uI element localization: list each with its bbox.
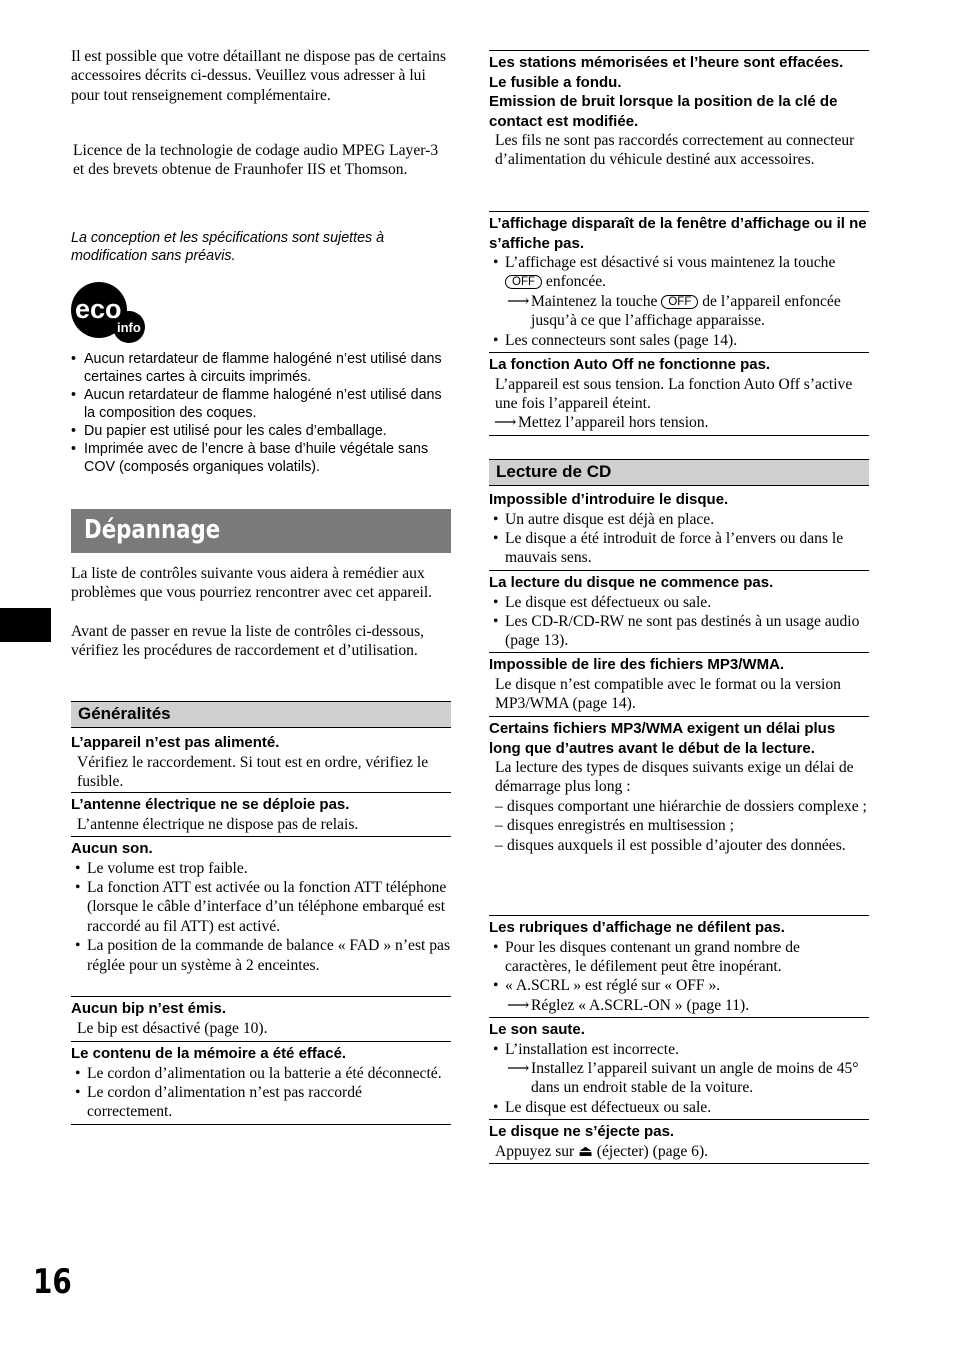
list-item: • Les CD-R/CD-RW ne sont pas destinés à un usage audio (page 13). (493, 612, 860, 650)
arrow-instruction: ⟶ Mettez l’appareil hors tension. (494, 414, 709, 432)
item-heading: Le son saute. (489, 1021, 585, 1038)
list-item: • Le cordon d’alimentation ou la batterie a été déconnecté. (75, 1064, 442, 1082)
list-item: • Le volume est trop faible. (75, 859, 248, 877)
item-heading: Certains fichiers MP3/WMA exigent un délai plus long que d’autres avant le début de la lecture. (489, 720, 836, 757)
item-memory-erased (71, 1041, 451, 1125)
bullet-list (71, 859, 451, 975)
list-item: • Le disque est défectueux ou sale. (493, 593, 712, 611)
item-heading: La lecture du disque ne commence pas. (489, 574, 774, 591)
section-header-cd: Lecture de CD (489, 459, 869, 486)
list-item: • « A.SCRL » est réglé sur « OFF ». (493, 977, 721, 995)
item-cannot-read-mp3 (489, 652, 869, 713)
item-text: Le disque n’est compatible avec le format ou la version MP3/WMA (page 14). (495, 675, 841, 712)
arrow-icon: ⟶ (494, 414, 517, 432)
off-button-label: OFF (661, 295, 698, 309)
item-text: La lecture des types de disques suivants exige un délai de démarrage plus long : (495, 759, 854, 796)
item-heading: Le disque ne s’éjecte pas. (489, 1123, 675, 1140)
arrow-instruction: ⟶ Réglez « A.SCRL-ON » (page 11). (507, 996, 750, 1014)
item-heading: Le fusible a fondu. (489, 73, 622, 91)
item-text: Les fils ne sont pas raccordés correctement au connecteur d’alimentation du véhicule destiné aux accessoires. (495, 132, 855, 169)
item-heading: L’appareil n’est pas alimenté. (71, 734, 280, 751)
eco-logo-word: eco (75, 294, 122, 324)
item-no-scroll (489, 915, 869, 1015)
item-text: Le bip est désactivé (page 10). (77, 1019, 268, 1037)
bullet-list (489, 510, 869, 568)
item-no-eject (489, 1119, 869, 1164)
item-stations-erased (489, 50, 869, 170)
item-text: L’appareil est sous tension. La fonction Auto Off s’active une fois l’appareil éteint. (495, 375, 853, 412)
bullet-list (71, 1064, 451, 1122)
design-note: La conception et les spécifications sont sujettes à modification sans préavis. (71, 230, 385, 264)
bullet-list (489, 1098, 869, 1117)
item-cannot-insert (489, 490, 869, 568)
item-heading: Emission de bruit lorsque la position de la clé de contact est modifiée. (489, 93, 838, 130)
section-header-general: Généralités (71, 701, 451, 728)
section-title-bar (71, 509, 451, 553)
item-heading: Impossible de lire des fichiers MP3/WMA. (489, 656, 785, 673)
eject-icon: ⏏ (578, 1142, 593, 1160)
item-heading: La fonction Auto Off ne fonctionne pas. (489, 356, 771, 373)
arrow-icon: ⟶ (507, 996, 530, 1014)
bullet-list (489, 331, 869, 350)
item-text: L’antenne électrique ne dispose pas de relais. (77, 815, 359, 833)
license-paragraph: Licence de la technologie de codage audio MPEG Layer-3 et des brevets obtenue de Fraunhofer IIS et Thomson. (73, 142, 439, 179)
info-logo-word: info (117, 320, 141, 335)
item-antenna (71, 792, 451, 834)
page-number: 16 (33, 1262, 72, 1302)
item-heading: Le contenu de la mémoire a été effacé. (71, 1045, 347, 1062)
item-sound-skips (489, 1017, 869, 1117)
item-text: Vérifiez le raccordement. Si tout est en ordre, vérifiez le fusible. (77, 753, 429, 790)
item-heading: L’affichage disparaît de la fenêtre d’affichage ou il ne s’affiche pas. (489, 215, 867, 252)
list-item: – disques enregistrés en multisession ; (495, 817, 734, 835)
item-heading: Aucun bip n’est émis. (71, 1000, 227, 1017)
item-mp3-delay (489, 716, 869, 855)
item-no-playback (489, 570, 869, 651)
item-text: Appuyez sur ⏏ (éjecter) (page 6). (495, 1142, 709, 1160)
list-item: • Pour les disques contenant un grand nombre de caractères, le défilement peut être inopérant. (493, 938, 800, 975)
list-item: • Aucun retardateur de flamme halogéné n’est utilisé dans la composition des coques. (71, 387, 442, 421)
bullet-list (489, 1040, 869, 1059)
list-item: • Un autre disque est déjà en place. (493, 510, 715, 528)
eco-bullet-list (71, 350, 451, 476)
page-title: Dépannage (84, 515, 221, 545)
list-item: – disques auxquels il est possible d’ajouter des données. (495, 836, 846, 854)
list-item: • L’installation est incorrecte. (493, 1040, 679, 1058)
off-button-label: OFF (505, 275, 542, 289)
intro-paragraph: Il est possible que votre détaillant ne dispose pas de certains accessoires décrits ci-dessus. Veuillez vous adresser à lui pour tout renseignement complémentaire. (71, 48, 447, 104)
list-item: • Du papier est utilisé pour les cales d’emballage. (71, 423, 387, 439)
item-no-beep (71, 996, 451, 1038)
arrow-icon: ⟶ (507, 1059, 530, 1077)
item-heading: Les rubriques d’affichage ne défilent pas. (489, 919, 785, 936)
bullet-list (489, 938, 869, 996)
intro-troubleshoot-paragraph: La liste de contrôles suivante vous aidera à remédier aux problèmes que vous pourriez rencontrer avec cet appareil. (71, 565, 433, 602)
item-heading: Impossible d’introduire le disque. (489, 491, 729, 508)
item-no-power (71, 733, 451, 791)
item-heading: Aucun son. (71, 840, 153, 857)
item-heading: Les stations mémorisées et l’heure sont effacées. (489, 54, 844, 71)
list-item: • Le cordon d’alimentation n’est pas raccordé correctement. (75, 1083, 362, 1121)
list-item: • La position de la commande de balance « FAD » n’est pas réglée pour un système à 2 enceintes. (75, 937, 451, 974)
eco-info-logo (71, 281, 147, 343)
list-item: – disques comportant une hiérarchie de dossiers complexe ; (495, 797, 867, 815)
bullet-list (489, 253, 869, 292)
item-heading: L’antenne électrique ne se déploie pas. (71, 796, 350, 813)
item-auto-off (489, 352, 869, 436)
list-item: • Les connecteurs sont sales (page 14). (493, 331, 738, 349)
list-item: • Aucun retardateur de flamme halogéné n’est utilisé dans certaines cartes à circuits imprimés. (71, 351, 442, 385)
item-display-disappears (489, 211, 869, 350)
section-thumb-tab (0, 608, 51, 642)
arrow-instruction: ⟶ Installez l’appareil suivant un angle de moins de 45° dans un endroit stable de la voiture. (507, 1059, 859, 1097)
list-item: • Le disque est défectueux ou sale. (493, 1098, 712, 1116)
check-procedures-paragraph: Avant de passer en revue la liste de contrôles ci-dessous, vérifiez les procédures de raccordement et d’utilisation. (71, 623, 425, 660)
list-item: • L’affichage est désactivé si vous maintenez la touche OFF enfoncée. (493, 254, 836, 291)
list-item: • Le disque a été introduit de force à l’envers ou dans le mauvais sens. (493, 529, 844, 567)
arrow-instruction: ⟶ Maintenez la touche OFF de l’appareil enfoncée jusqu’à ce que l’affichage apparaisse. (507, 292, 841, 330)
dash-list (489, 797, 869, 855)
item-no-sound (71, 836, 451, 975)
list-item: • Imprimée avec de l’encre à base d’huile végétale sans COV (composés organiques volatils). (71, 441, 429, 475)
list-item: • La fonction ATT est activée ou la fonction ATT téléphone (lorsque le câble d’interface d’un téléphone embarqué est raccordé au fil ATT) est activé. (75, 878, 447, 935)
arrow-icon: ⟶ (507, 292, 530, 310)
bullet-list (489, 593, 869, 651)
